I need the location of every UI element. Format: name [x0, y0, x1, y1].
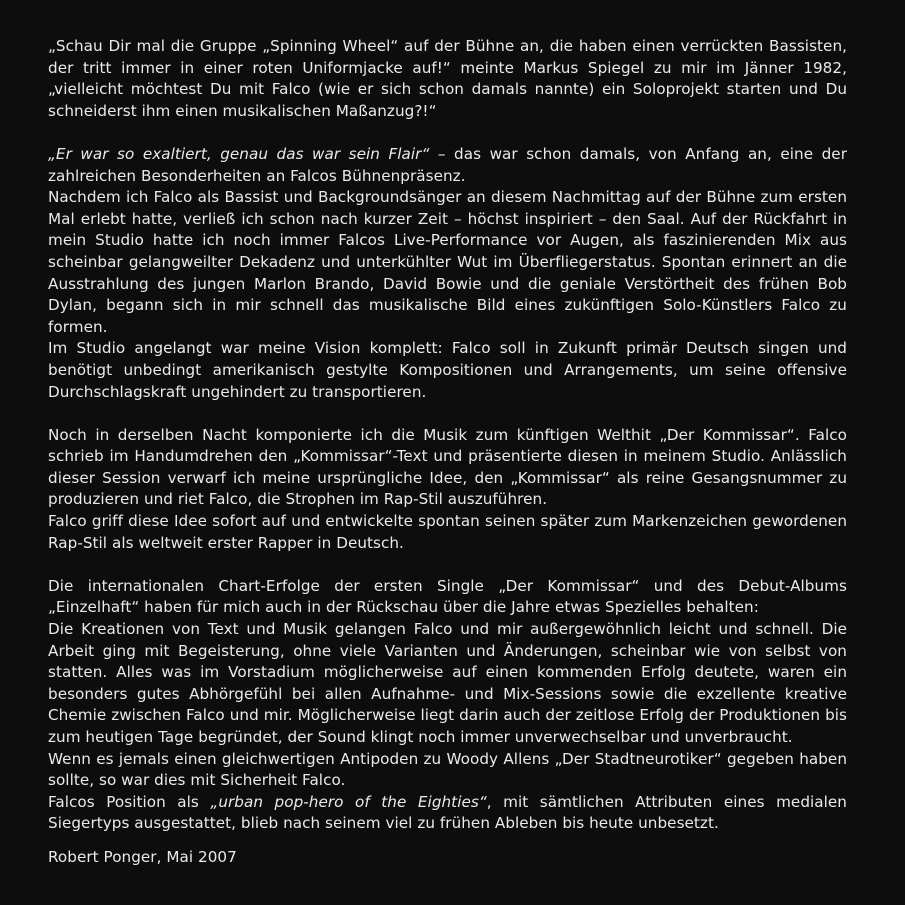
paragraph-chart-success: Die internationalen Chart-Erfolge der ersten Single „Der Kommissar“ und des Debut-Albums „Einzelhaft“ haben für mich auch in der Rückschau über die Jahre etwas Spezielles behalten: [48, 576, 847, 617]
quote-flair: „Er war so exaltiert, genau das war sein Flair“ [48, 144, 430, 163]
paragraph-kommissar: Noch in derselben Nacht komponierte ich die Musik zum künftigen Welthit „Der Kommissar“. Falco schrieb im Handumdrehen den „Kommissar“-Text und präsentierte diesen in meinem Studio. Anlässlich dieser Session verwarf ich meine ursprüngliche Idee, den „Kommissar“ als reine Gesangsnummer zu produzieren und riet Falco, die Strophen im Rap-Stil auszuführen. [48, 425, 847, 509]
paragraph-vision: Im Studio angelangt war meine Vision komplett: Falco soll in Zukunft primär Deutsch singen und benötigt unbedingt amerikanisch gestylte Kompositionen und Arrangements, um seine offensive Durchschlagskraft ungehindert zu transportieren. [48, 339, 847, 401]
paragraph-pop-hero [48, 792, 847, 835]
paragraph-first-encounter: Nachdem ich Falco als Bassist und Backgroundsänger an diesem Nachmittag auf der Bühne zum ersten Mal erlebt hatte, verließ ich schon nach kurzer Zeit – höchst inspiriert – den Saal. Auf der Rückfahrt in mein Studio hatte ich noch immer Falcos Live-Performance vor Augen, als faszinierenden Mix aus scheinbar gelangweilter Dekadenz und unterkühlter Wut im Überfliegerstatus. Spontan erinnert an die Ausstrahlung des jungen Marlon Brando, David Bowie und die geniale Verstörtheit des frühen Bob Dylan, begann sich in mir schnell das musikalische Bild eines zukünftigen Solo-Künstlers Falco zu formen. [48, 188, 847, 336]
paragraph-gap [48, 403, 847, 425]
paragraph-intro: „Schau Dir mal die Gruppe „Spinning Wheel“ auf der Bühne an, die haben einen verrückten Bassisten, der tritt immer in einer roten Uniformjacke auf!“ meinte Markus Spiegel zu mir im Jänner 1982, „vielleicht möchtest Du mit Falco (wie er sich schon damals nannte) ein Soloprojekt starten und Du schneiderst ihm einen musikalischen Maßanzug?!“ [48, 37, 847, 120]
pop-hero-start: Falcos Position als [48, 792, 211, 811]
author-signature: Robert Ponger, Mai 2007 [48, 847, 237, 866]
paragraph-rap-style: Falco griff diese Idee sofort auf und entwickelte spontan seinen später zum Markenzeichen gewordenen Rap-Stil als weltweit erster Rapper in Deutsch. [48, 512, 847, 552]
quote-pop-hero: „urban pop-hero of the Eighties“ [210, 792, 487, 811]
pop-hero-end: , mit sämtlichen Attributen eines medialen Siegertyps ausgestattet, blieb nach seinem viel zu frühen Ableben bis heute unbesetzt. [48, 792, 847, 833]
paragraph-creation: Die Kreationen von Text und Musik gelangen Falco und mir außergewöhnlich leicht und schnell. Die Arbeit ging mit Begeisterung, ohne viele Varianten und Änderungen, scheinbar wie von selbst von statten. Alles was im Vorstadium möglicherweise auf einen kommenden Erfolg deutete, waren ein besonders gutes Abhörgefühl bei allen Aufnahme- und Mix-Sessions sowie die exzellente kreative Chemie zwischen Falco und mir. Möglicherweise liegt darin auch der zeitlose Erfolg der Produktionen bis zum heutigen Tage begründet, der Sound klingt noch immer unverwechselbar und unverbraucht. [48, 620, 847, 746]
paragraph-gap [48, 122, 847, 144]
paragraph-gap [48, 554, 847, 576]
paragraph-quote-flair [48, 144, 847, 187]
quote-flair-rest: – das war schon damals, von Anfang an, eine der zahlreichen Besonderheiten an Falcos Bühnenpräsenz. [48, 144, 847, 185]
paragraph-antipode: Wenn es jemals einen gleichwertigen Antipoden zu Woody Allens „Der Stadtneurotiker“ gegeben haben sollte, so war dies mit Sicherheit Falco. [48, 749, 847, 790]
